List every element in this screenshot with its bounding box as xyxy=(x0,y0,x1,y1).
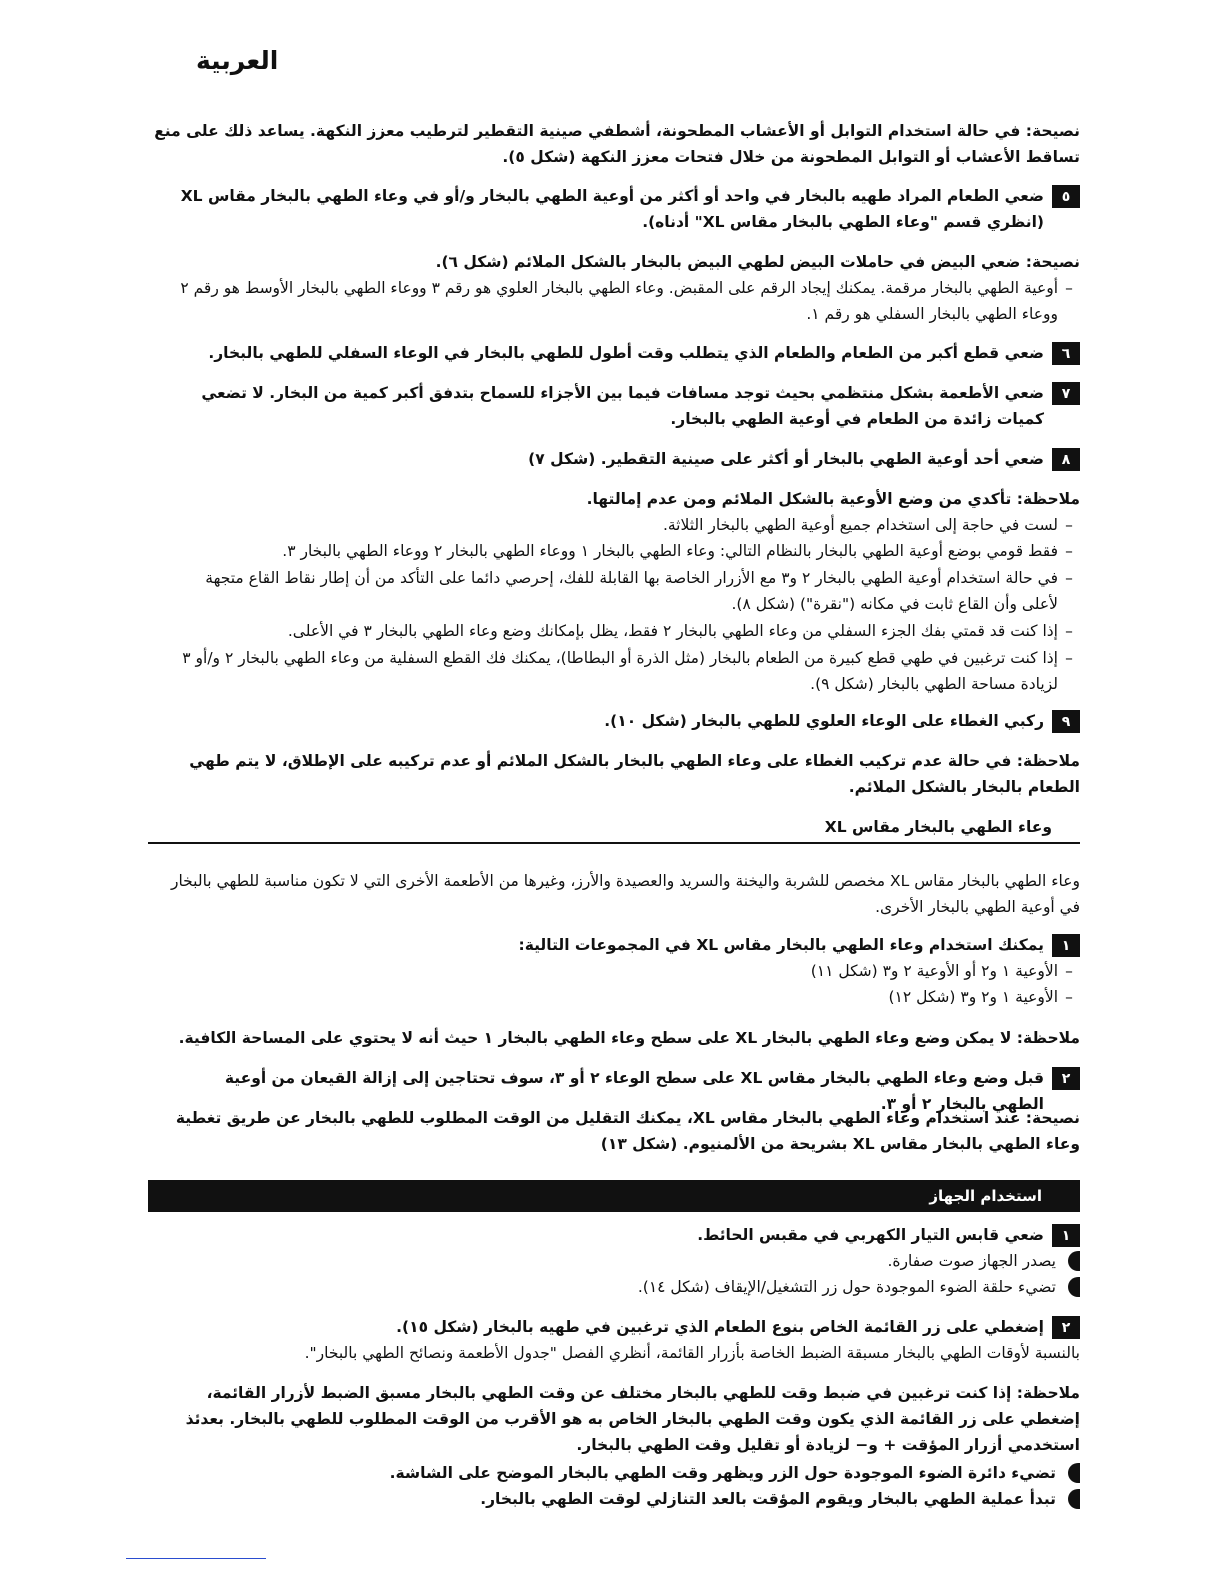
result-arrow-icon xyxy=(1068,1251,1080,1271)
tip-eggs xyxy=(148,249,1080,275)
list-item-text: الأوعية ١ و٢ و٣ (شكل ١٢) xyxy=(888,988,1058,1006)
step-number: ٧ xyxy=(1052,382,1080,405)
list-item xyxy=(148,538,1080,564)
use-step-2-sub-text: بالنسبة لأوقات الطهي بالبخار مسبقة الضبط الخاصة بأزرار القائمة، أنظري الفصل "جدول الأطعمة ونصائح الطهي بالبخار". xyxy=(304,1344,1080,1362)
tip-spices-text: نصيحة: في حالة استخدام التوابل أو الأعشاب المطحونة، أشطفي صينية التقطير لترطيب معزز النكهة. يساعد ذلك على منع تساقط الأعشاب أو التوابل المطحونة من خلال فتحات معزز النكهة (شكل ٥). xyxy=(154,122,1080,166)
list-item xyxy=(148,618,1080,644)
list-item-text: إذا كنت ترغبين في طهي قطع كبيرة من الطعام بالبخار (مثل الذرة أو البطاطا)، يمكنك فك القطع السفلية من وعاء الطهي بالبخار ٢ و/أو ٣ لزيادة مساحة الطهي بالبخار (شكل ٩). xyxy=(182,649,1058,693)
result-bullet xyxy=(148,1248,1080,1274)
tip-spices xyxy=(148,118,1080,170)
result-arrow-icon xyxy=(1068,1277,1080,1297)
step-text: قبل وضع وعاء الطهي بالبخار مقاس XL على سطح الوعاء ٢ أو ٣، سوف تحتاجين إلى إزالة القيعان من أوعية الطهي بالبخار ٢ أو ٣. xyxy=(224,1069,1044,1113)
bullet-text: تضيء دائرة الضوء الموجودة حول الزر ويظهر وقت الطهي بالبخار الموضح على الشاشة. xyxy=(389,1464,1056,1482)
section-divider xyxy=(148,842,1080,844)
list-item xyxy=(148,512,1080,538)
dash-marker: – xyxy=(1065,542,1073,560)
step-number: ٦ xyxy=(1052,342,1080,365)
dash-marker: – xyxy=(1065,516,1073,534)
xl-intro xyxy=(148,868,1080,920)
xl-tip-text: نصيحة: عند استخدام وعاء الطهي بالبخار مقاس XL، يمكنك التقليل من الوقت المطلوب للطهي بالبخار عن طريق تغطية وعاء الطهي بالبخار مقاس XL بشريحة من الألمنيوم. (شكل ١٣) xyxy=(175,1109,1080,1153)
result-arrow-icon xyxy=(1068,1489,1080,1509)
step-text: ركبي الغطاء على الوعاء العلوي للطهي بالبخار (شكل ١٠). xyxy=(604,712,1044,730)
list-item-text: لست في حاجة إلى استخدام جميع أوعية الطهي بالبخار الثلاثة. xyxy=(662,516,1058,534)
note-bowls-text: ملاحظة: تأكدي من وضع الأوعية بالشكل الملائم ومن عدم إمالتها. xyxy=(586,490,1080,508)
xl-note-text: ملاحظة: لا يمكن وضع وعاء الطهي بالبخار XL على سطح وعاء الطهي بالبخار ١ حيث أنه لا يحتوي على المساحة الكافية. xyxy=(178,1029,1080,1047)
use-step-2-sub xyxy=(148,1340,1080,1366)
step-5 xyxy=(148,183,1080,235)
result-bullet xyxy=(148,1486,1080,1512)
step-text: ضعي قابس التيار الكهربي في مقبس الحائط. xyxy=(697,1226,1044,1244)
list-item xyxy=(148,984,1080,1010)
xl-step-1 xyxy=(148,932,1080,958)
step-number: ٢ xyxy=(1052,1316,1080,1339)
use-step-1 xyxy=(148,1222,1080,1248)
xl-tip xyxy=(148,1105,1080,1157)
step-text: ضعي قطع أكبر من الطعام والطعام الذي يتطلب وقت أطول للطهي بالبخار في الوعاء السفلي للطهي بالبخار. xyxy=(208,344,1044,362)
bullet-text: تضيء حلقة الضوء الموجودة حول زر التشغيل/الإيقاف (شكل ١٤). xyxy=(637,1278,1056,1296)
footnote-rule xyxy=(126,1558,266,1559)
step-text: يمكنك استخدام وعاء الطهي بالبخار مقاس XL في المجموعات التالية: xyxy=(518,936,1044,954)
step-text: ضعي الأطعمة بشكل منتظمي بحيث توجد مسافات فيما بين الأجزاء للسماح بتدفق أكبر كمية من البخار. لا تضعي كميات زائدة من الطعام في أوعية الطهي بالبخار. xyxy=(201,384,1044,428)
step-7 xyxy=(148,380,1080,432)
use-step-2 xyxy=(148,1314,1080,1340)
step-number: ٩ xyxy=(1052,710,1080,733)
use-note-text: ملاحظة: إذا كنت ترغبين في ضبط وقت للطهي بالبخار مختلف عن وقت الطهي بالبخار مسبق الضبط لأزرار القائمة، إضغطي على زر القائمة الذي يكون وقت الطهي بالبخار الخاص به هو الأقرب من الوقت المطلوب للطهي بالبخار. بعدئذ استخدمي أزرار المؤقت + و− لزيادة أو تقليل وقت الطهي بالبخار. xyxy=(185,1384,1080,1454)
use-note xyxy=(148,1380,1080,1458)
xl-intro-text: وعاء الطهي بالبخار مقاس XL مخصص للشربة واليخنة والسريد والعصيدة والأرز، وغيرها من الأطعمة الأخرى التي لا تكون مناسبة للطهي بالبخار في أوعية الطهي بالبخار الأخرى. xyxy=(170,872,1080,916)
bullet-text: يصدر الجهاز صوت صفارة. xyxy=(887,1252,1056,1270)
result-bullet xyxy=(148,1274,1080,1300)
tip-eggs-text: نصيحة: ضعي البيض في حاملات البيض لطهي البيض بالبخار بالشكل الملائم (شكل ٦). xyxy=(435,253,1080,271)
list-item xyxy=(148,565,1080,617)
xl-note xyxy=(148,1025,1080,1051)
step-9 xyxy=(148,708,1080,734)
bullet-text: تبدأ عملية الطهي بالبخار ويقوم المؤقت بالعد التنازلي لوقت الطهي بالبخار. xyxy=(480,1490,1056,1508)
list-item-text: إذا كنت قد قمتي بفك الجزء السفلي من وعاء الطهي بالبخار ٢ فقط، يظل بإمكانك وضع وعاء الطهي بالبخار ٣ في الأعلى. xyxy=(287,622,1058,640)
list-item xyxy=(148,275,1080,327)
step-8 xyxy=(148,446,1080,472)
dash-marker: – xyxy=(1065,962,1073,980)
list-item-text: في حالة استخدام أوعية الطهي بالبخار ٢ و٣ مع الأزرار الخاصة بها القابلة للفك، إحرصي دائما على التأكد من أن إطار نقاط القاع متجهة لأعلى وأن القاع ثابت في مكانه ("نقرة") (شكل ٨). xyxy=(205,569,1058,613)
dash-marker: – xyxy=(1065,279,1073,297)
step-text: إضغطي على زر القائمة الخاص بنوع الطعام الذي ترغبين في طهيه بالبخار (شكل ١٥). xyxy=(396,1318,1044,1336)
list-item-text: الأوعية ١ و٢ أو الأوعية ٢ و٣ (شكل ١١) xyxy=(810,962,1058,980)
section-heading-band xyxy=(148,1180,1080,1212)
note-bowls xyxy=(148,486,1080,512)
step-number: ١ xyxy=(1052,1224,1080,1247)
page-language-heading: العربية xyxy=(196,46,279,75)
step-number: ٥ xyxy=(1052,185,1080,208)
step-text: ضعي أحد أوعية الطهي بالبخار أو أكثر على صينية التقطير. (شكل ٧) xyxy=(528,450,1044,468)
dash-marker: – xyxy=(1065,622,1073,640)
step-number: ١ xyxy=(1052,934,1080,957)
dash-marker: – xyxy=(1065,988,1073,1006)
note-lid xyxy=(148,748,1080,800)
list-item xyxy=(148,958,1080,984)
xl-section-title: وعاء الطهي بالبخار مقاس XL xyxy=(824,818,1052,836)
use-section-title: استخدام الجهاز xyxy=(929,1187,1042,1205)
dash-marker: – xyxy=(1065,649,1073,667)
step-number: ٨ xyxy=(1052,448,1080,471)
result-bullet xyxy=(148,1460,1080,1486)
step-6 xyxy=(148,340,1080,366)
step-text: ضعي الطعام المراد طهيه بالبخار في واحد أو أكثر من أوعية الطهي بالبخار و/أو في وعاء الطهي بالبخار مقاس XL (انظري قسم "وعاء الطهي بالبخار مقاس XL" أدناه). xyxy=(180,187,1044,231)
result-arrow-icon xyxy=(1068,1463,1080,1483)
list-item xyxy=(148,645,1080,697)
note-lid-text: ملاحظة: في حالة عدم تركيب الغطاء على وعاء الطهي بالبخار بالشكل الملائم أو عدم تركيبه على الإطلاق، لا يتم طهي الطعام بالبخار بالشكل الملائم. xyxy=(189,752,1080,796)
dash-marker: – xyxy=(1065,569,1073,587)
list-item-text: فقط قومي بوضع أوعية الطهي بالبخار بالنظام التالي: وعاء الطهي بالبخار ١ ووعاء الطهي بالبخار ٢ ووعاء الطهي بالبخار ٣. xyxy=(282,542,1058,560)
list-item-text: أوعية الطهي بالبخار مرقمة. يمكنك إيجاد الرقم على المقبض. وعاء الطهي بالبخار العلوي هو رقم ٣ ووعاء الطهي بالبخار الأوسط هو رقم ٢ ووعاء الطهي بالبخار السفلي هو رقم ١. xyxy=(180,279,1058,323)
step-number: ٢ xyxy=(1052,1067,1080,1090)
